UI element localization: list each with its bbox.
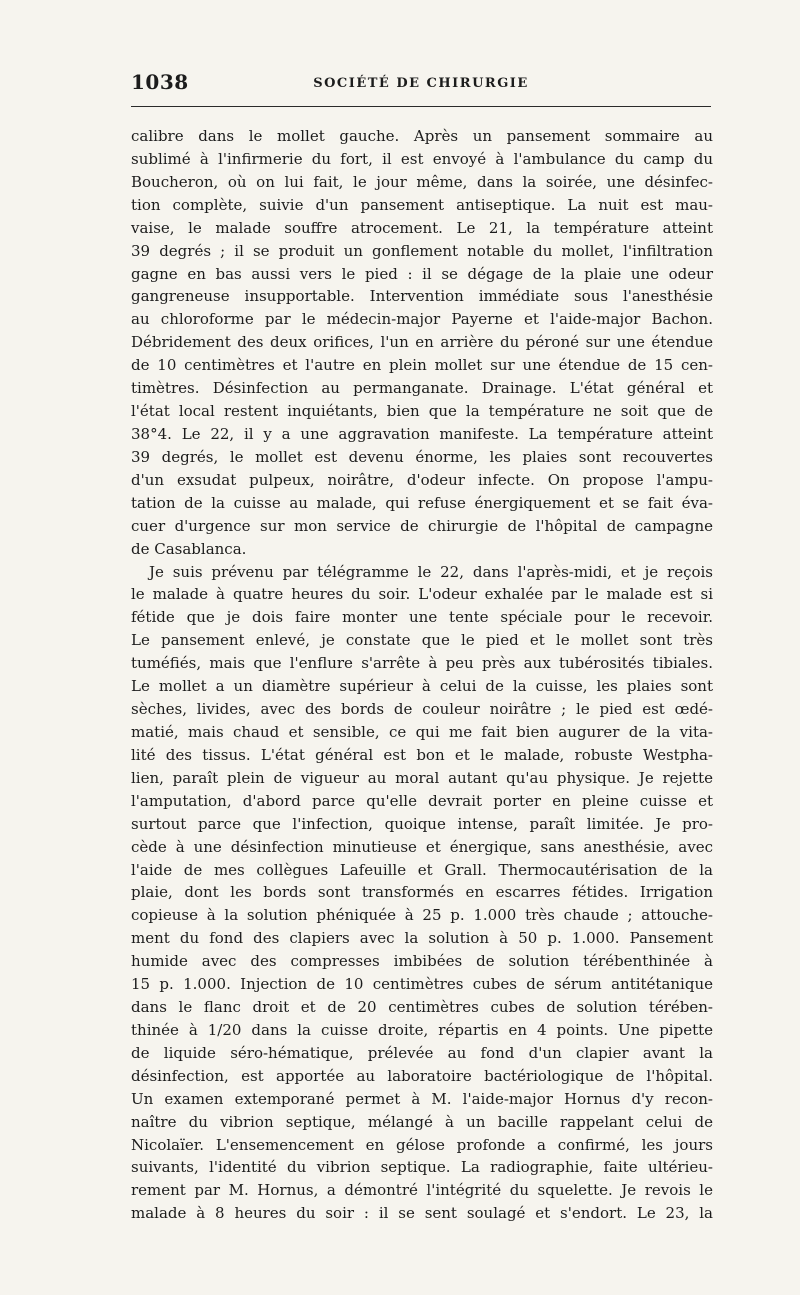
text-line: malade à 8 heures du soir : il se sent soulagé et s'endort. Le 23, la — [131, 1204, 713, 1223]
text-line: sublimé à l'infirmerie du fort, il est envoyé à l'ambulance du camp du — [131, 149, 713, 168]
text-line: vaise, le malade souffre atrocement. Le 21, la température atteint — [131, 218, 713, 237]
text-line: 15 p. 1.000. Injection de 10 centimètres cubes de sérum antitétanique — [131, 975, 713, 994]
text-line: rement par M. Hornus, a démontré l'intégrité du squelette. Je revois le — [131, 1181, 713, 1200]
text-line: sèches, livides, avec des bords de couleur noirâtre ; le pied est œdé- — [131, 700, 713, 719]
text-line: naître du vibrion septique, mélangé à un bacille rappelant celui de — [131, 1112, 713, 1131]
text-line: désinfection, est apportée au laboratoire bactériologique de l'hôpital. — [131, 1066, 713, 1085]
text-line: tation de la cuisse au malade, qui refuse énergiquement et se fait éva- — [131, 493, 713, 512]
text-line: le malade à quatre heures du soir. L'odeur exhalée par le malade est si — [131, 585, 713, 604]
running-title: SOCIÉTÉ DE CHIRURGIE — [313, 76, 529, 91]
text-line: de Casablanca. — [131, 539, 247, 558]
text-line: ment du fond des clapiers avec la solution à 50 p. 1.000. Pansement — [131, 929, 713, 948]
text-line: Le pansement enlevé, je constate que le pied et le mollet sont très — [131, 631, 713, 650]
text-line: cède à une désinfection minutieuse et énergique, sans anesthésie, avec — [131, 837, 713, 856]
text-line: tion complète, suivie d'un pansement antiseptique. La nuit est mau- — [131, 195, 713, 214]
text-line: l'amputation, d'abord parce qu'elle devrait porter en pleine cuisse et — [131, 791, 713, 810]
page-number: 1038 — [131, 70, 189, 94]
text-line: suivants, l'identité du vibrion septique. La radiographie, faite ultérieu- — [131, 1158, 713, 1177]
paragraph — [131, 125, 713, 561]
text-line: gagne en bas aussi vers le pied : il se dégage de la plaie une odeur — [131, 264, 713, 283]
page-header — [131, 70, 711, 100]
paragraph — [131, 561, 713, 1226]
text-line: lité des tissus. L'état général est bon et le malade, robuste Westpha- — [131, 745, 713, 764]
text-line: 39 degrés ; il se produit un gonflement notable du mollet, l'infiltration — [131, 241, 713, 260]
text-line: lien, paraît plein de vigueur au moral autant qu'au physique. Je rejette — [131, 768, 713, 787]
header-rule — [131, 106, 711, 107]
text-line: Un examen extemporané permet à M. l'aide-major Hornus d'y recon- — [131, 1089, 713, 1108]
text-line: 38°4. Le 22, il y a une aggravation manifeste. La température atteint — [131, 424, 713, 443]
text-line: gangreneuse insupportable. Intervention immédiate sous l'anesthésie — [131, 287, 713, 306]
text-line: Boucheron, où on lui fait, le jour même, dans la soirée, une désinfec- — [131, 172, 713, 191]
text-line: Le mollet a un diamètre supérieur à celui de la cuisse, les plaies sont — [131, 677, 713, 696]
text-line: de liquide séro-hématique, prélevée au fond d'un clapier avant la — [131, 1043, 713, 1062]
text-line: copieuse à la solution phéniquée à 25 p. 1.000 très chaude ; attouche- — [131, 906, 713, 925]
text-line: calibre dans le mollet gauche. Après un pansement sommaire au — [131, 127, 713, 145]
text-line: humide avec des compresses imbibées de solution térébenthinée à — [131, 952, 713, 971]
text-line: Je suis prévenu par télégramme le 22, dans l'après-midi, et je reçois — [149, 562, 713, 581]
text-line: Nicolaïer. L'ensemencement en gélose profonde a confirmé, les jours — [131, 1135, 713, 1154]
body-text — [131, 125, 713, 1225]
text-line: de 10 centimètres et l'autre en plein mollet sur une étendue de 15 cen- — [131, 356, 713, 375]
text-line: fétide que je dois faire monter une tente spéciale pour le recevoir. — [131, 608, 713, 627]
text-line: plaie, dont les bords sont transformés en escarres fétides. Irrigation — [131, 883, 713, 902]
text-line: matié, mais chaud et sensible, ce qui me fait bien augurer de la vita- — [131, 722, 713, 741]
text-line: l'aide de mes collègues Lafeuille et Grall. Thermocautérisation de la — [131, 860, 713, 879]
text-line: cuer d'urgence sur mon service de chirurgie de l'hôpital de campagne — [131, 516, 713, 535]
text-line: l'état local restent inquiétants, bien que la température ne soit que de — [131, 402, 713, 421]
text-line: dans le flanc droit et de 20 centimètres cubes de solution térében- — [131, 998, 713, 1017]
text-line: au chloroforme par le médecin-major Payerne et l'aide-major Bachon. — [131, 310, 713, 329]
text-line: timètres. Désinfection au permanganate. Drainage. L'état général et — [131, 379, 713, 398]
text-line: 39 degrés, le mollet est devenu énorme, les plaies sont recouvertes — [131, 447, 713, 466]
text-line: tuméfiés, mais que l'enflure s'arrête à peu près aux tubérosités tibiales. — [131, 654, 713, 673]
text-line: surtout parce que l'infection, quoique intense, paraît limitée. Je pro- — [131, 814, 713, 833]
text-line: Débridement des deux orifices, l'un en arrière du péroné sur une étendue — [131, 333, 713, 352]
text-line: d'un exsudat pulpeux, noirâtre, d'odeur infecte. On propose l'ampu- — [131, 470, 713, 489]
text-line: thinée à 1/20 dans la cuisse droite, répartis en 4 points. Une pipette — [131, 1020, 713, 1039]
